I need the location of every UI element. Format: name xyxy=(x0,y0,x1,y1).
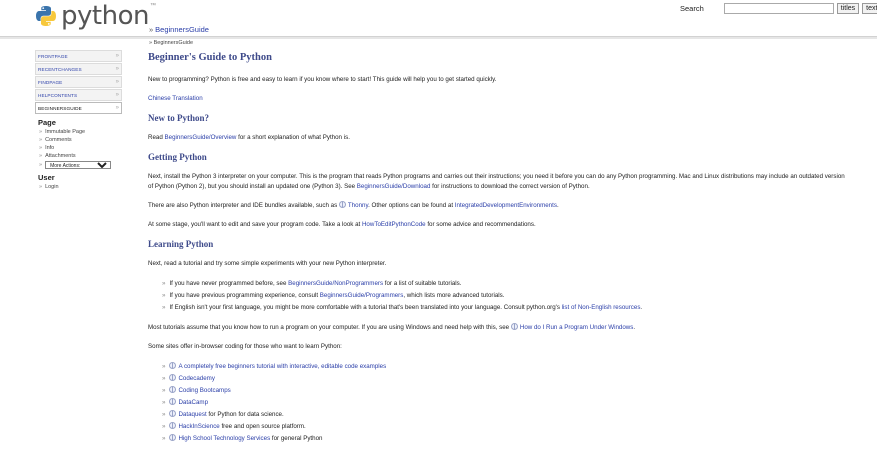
info-link[interactable]: » Info xyxy=(39,145,55,151)
overview-link[interactable]: BeginnersGuide/Overview xyxy=(164,134,237,141)
non-english-link[interactable]: list of Non-English resources xyxy=(561,304,641,311)
external-link-icon xyxy=(169,398,176,405)
nonprogrammers-link[interactable]: BeginnersGuide/NonProgrammers xyxy=(288,280,384,287)
intro-paragraph: New to programming? Python is free and easy to learn if you know where to start! This guide will help you to get started quickly. xyxy=(148,76,497,83)
getting-python-heading: Getting Python xyxy=(148,152,207,162)
edit-code-link[interactable]: HowToEditPythonCode xyxy=(361,221,426,228)
install-paragraph: Next, install the Python 3 interpreter on your computer. This is the program that reads Python programs and carries out their instructions; you need it before you can do any Python programming. Mac and Linux distributions may include an outdated version of Python (Python 2), but you should install an updated one (Python 3). See BeginnersGuide/Download for instructions to download the correct version of Python. xyxy=(148,173,845,190)
nav-item-frontpage[interactable] xyxy=(35,50,122,62)
bullet-icon: » xyxy=(162,399,166,406)
bullet-icon: » xyxy=(162,411,166,418)
external-link-icon xyxy=(169,374,176,381)
header-divider xyxy=(0,36,877,39)
nav-item-label: BEGINNERSGUIDE xyxy=(38,105,82,111)
bullet-icon: » xyxy=(162,304,166,311)
breadcrumb-link[interactable]: BeginnersGuide xyxy=(155,25,209,34)
ide-paragraph: There are also Python interpreter and IDE bundles available, such as Thonny. Other options can be found at IntegratedDevelopmentEnvironments. xyxy=(148,202,559,209)
nav-item-label: FRONTPAGE xyxy=(38,53,68,59)
external-link-icon xyxy=(169,434,176,441)
site-link[interactable]: Dataquest xyxy=(178,411,207,418)
site-link[interactable]: Codecademy xyxy=(178,375,215,382)
attachments-link[interactable]: » Attachments xyxy=(39,153,76,159)
nav-item-label: HELPCONTENTS xyxy=(38,92,78,98)
list-item xyxy=(162,397,848,409)
nav-item-findpage[interactable] xyxy=(35,76,122,88)
search-label: Search xyxy=(680,4,704,13)
list-item xyxy=(162,385,848,397)
page-title: Beginner's Guide to Python xyxy=(148,52,272,63)
titles-search-button[interactable]: titles xyxy=(837,3,859,14)
nav-item-label: FINDPAGE xyxy=(38,79,63,85)
arrow-icon: » xyxy=(39,162,43,168)
nav-item-recentchanges[interactable] xyxy=(35,63,122,75)
overview-paragraph: Read BeginnersGuide/Overview for a short explanation of what Python is. xyxy=(148,134,350,141)
arrow-icon: » xyxy=(39,137,43,143)
thonny-link[interactable]: Thonny xyxy=(347,202,369,209)
learning-list xyxy=(148,278,848,314)
sites-intro: Some sites offer in-browser coding for those who want to learn Python: xyxy=(148,343,342,350)
tutorials-paragraph: Most tutorials assume that you know how to run a program on your computer. If you are using Windows and need help with this, see How do I Run a Program Under Windows. xyxy=(148,324,636,331)
immutable-page-link[interactable]: » Immutable Page xyxy=(39,129,86,135)
bullet-icon: » xyxy=(162,292,166,299)
learning-intro: Next, read a tutorial and try some simple experiments with your new Python interpreter. xyxy=(148,260,387,267)
site-link[interactable]: A completely free beginners tutorial with interactive, editable code examples xyxy=(178,363,387,370)
main-content xyxy=(148,52,848,454)
new-to-python-heading: New to Python? xyxy=(148,113,209,123)
site-link[interactable]: High School Technology Services xyxy=(178,435,271,442)
sites-list xyxy=(148,361,848,445)
search-input[interactable] xyxy=(724,3,834,14)
logo-text: python xyxy=(61,1,149,31)
trail[interactable]: » BeginnersGuide xyxy=(149,40,194,46)
bullet-icon: » xyxy=(162,423,166,430)
chevron-right-icon: » xyxy=(115,79,119,85)
more-actions-row xyxy=(39,161,122,169)
header xyxy=(0,0,877,36)
download-link[interactable]: BeginnersGuide/Download xyxy=(356,183,431,190)
breadcrumb xyxy=(149,25,209,34)
chevron-right-icon: » xyxy=(115,105,119,111)
windows-help-link[interactable]: How do I Run a Program Under Windows xyxy=(519,324,634,331)
nav-item-beginnersguide[interactable] xyxy=(35,102,122,114)
logo-trademark: ™ xyxy=(149,3,156,9)
site-link[interactable]: Coding Bootcamps xyxy=(178,387,231,394)
nav-item-helpcontents[interactable] xyxy=(35,89,122,101)
chevron-right-icon: » xyxy=(115,66,119,72)
more-actions-select[interactable] xyxy=(45,161,111,169)
arrow-icon: » xyxy=(39,184,43,190)
list-item: » If you have previous programming experience, consult BeginnersGuide/Programmers, which lists more advanced tutorials. xyxy=(162,292,505,299)
edit-paragraph: At some stage, you'll want to edit and save your program code. Take a look at HowToEditPythonCode for some advice and recommendations. xyxy=(148,221,536,228)
arrow-icon: » xyxy=(39,153,43,159)
page-section-heading: Page xyxy=(38,118,56,127)
chinese-translation-link[interactable]: Chinese Translation xyxy=(148,95,203,102)
bullet-icon: » xyxy=(162,375,166,382)
comments-link[interactable]: » Comments xyxy=(39,137,72,143)
bullet-icon: » xyxy=(162,363,166,370)
programmers-link[interactable]: BeginnersGuide/Programmers xyxy=(319,292,404,299)
learning-python-heading: Learning Python xyxy=(148,239,214,249)
arrow-icon: » xyxy=(39,145,43,151)
login-link[interactable]: » Login xyxy=(39,184,59,190)
sidebar xyxy=(35,50,122,192)
list-item: » If English isn't your first language, you might be more comfortable with a tutorial that's been translated into your language. Consult python.org's list of Non-English resources. xyxy=(162,304,643,311)
external-link-icon xyxy=(169,362,176,369)
external-link-icon xyxy=(339,201,346,208)
external-link-icon xyxy=(169,422,176,429)
nav-item-label: RECENTCHANGES xyxy=(38,66,82,72)
text-search-button[interactable]: text xyxy=(862,3,877,14)
bullet-icon: » xyxy=(162,387,166,394)
list-item: » High School Technology Services for general Python xyxy=(162,435,323,442)
python-logo[interactable] xyxy=(35,2,156,30)
breadcrumb-arrow-icon: » xyxy=(149,25,154,34)
list-item xyxy=(162,373,848,385)
chevron-right-icon: » xyxy=(115,53,119,59)
external-link-icon xyxy=(511,323,518,330)
search-form xyxy=(680,3,877,14)
arrow-icon: » xyxy=(39,129,43,135)
external-link-icon xyxy=(169,386,176,393)
chevron-right-icon: » xyxy=(115,92,119,98)
bullet-icon: » xyxy=(162,435,166,442)
site-link[interactable]: HackInScience xyxy=(178,423,220,430)
bullet-icon: » xyxy=(162,280,166,287)
site-link[interactable]: DataCamp xyxy=(178,399,209,406)
list-item xyxy=(162,361,848,373)
python-logo-icon xyxy=(35,5,57,27)
user-section-heading: User xyxy=(38,173,55,182)
list-item: » Dataquest for Python for data science. xyxy=(162,411,284,418)
external-link-icon xyxy=(169,410,176,417)
list-item: » HackInScience free and open source platform. xyxy=(162,423,306,430)
list-item: » If you have never programmed before, see BeginnersGuide/NonProgrammers for a list of suitable tutorials. xyxy=(162,280,462,287)
ide-link[interactable]: IntegratedDevelopmentEnvironments xyxy=(454,202,557,209)
translation-paragraph xyxy=(148,94,848,104)
